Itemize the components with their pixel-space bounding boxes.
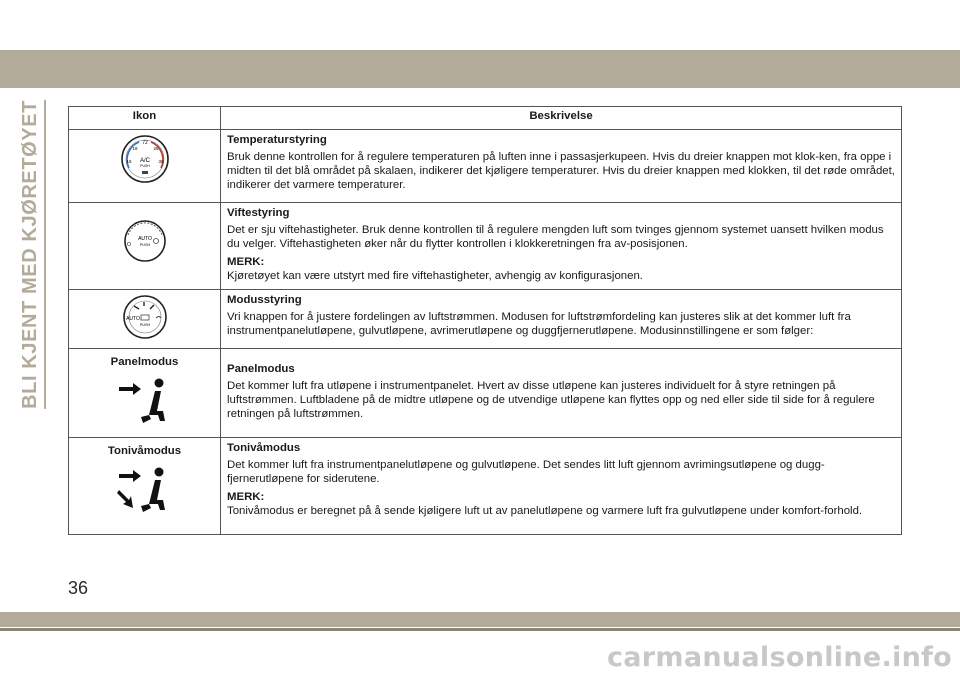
note-text: Kjøretøyet kan være utstyrt med fire viftehastigheter, avhengig av konfigurasjonen.	[227, 270, 643, 282]
panel-mode-icon	[115, 377, 175, 429]
bi-level-mode-icon	[115, 466, 175, 518]
fan-push-label: PUSH	[139, 243, 150, 247]
icon-cell	[69, 290, 221, 349]
temp-scale-b: 26	[152, 146, 159, 151]
table-row	[69, 349, 902, 438]
footer-band	[0, 612, 960, 627]
row-text: Vri knappen for å justere fordelingen av luftstrømmen. Modusen for luftstrømfordeling kan justeres slik at det kommer luft fra instrumentpanelutløpene, gulvutløpene, avrimerutløpene og duggfjernerutløpene. Modusinnstillingene er som følger:	[227, 311, 851, 337]
header-description-column: Beskrivelse	[221, 107, 902, 130]
description-cell	[221, 290, 902, 349]
temperature-knob-icon	[120, 134, 170, 184]
header-icon-column: Ikon	[69, 107, 221, 130]
description-cell	[221, 438, 902, 535]
row-title: Panelmodus	[227, 363, 295, 375]
temp-scale-d: 30	[157, 159, 164, 164]
temp-scale-c: 16	[125, 159, 132, 164]
temp-scale-a: 18	[131, 146, 138, 151]
fan-speed-knob-icon	[120, 219, 170, 263]
fan-auto-label: AUTO	[137, 236, 152, 242]
temp-push-label: PUSH	[139, 164, 150, 168]
temp-top-label: 72	[141, 140, 148, 146]
mode-auto-label: AUTO	[125, 316, 140, 322]
table-row	[69, 130, 902, 203]
note-title: MERK:	[227, 256, 265, 268]
row-title: Modusstyring	[227, 294, 302, 306]
description-cell	[221, 203, 902, 290]
climate-controls-table	[68, 106, 902, 535]
side-title-text: BLI KJENT MED KJØRETØYET	[19, 100, 46, 409]
table-header-row	[69, 107, 902, 130]
defrost-mini-icon	[142, 171, 148, 174]
fan-off-label: O	[126, 242, 131, 248]
watermark-logo: carmanualsonline.info	[606, 642, 952, 673]
description-cell	[221, 349, 902, 438]
note-title: MERK:	[227, 491, 265, 503]
row-text: Bruk denne kontrollen for å regulere temperaturen på luften inne i passasjerkupeen. Hvis du dreier knappen mot klok-ken, fra oppe i midten til det blå området på skalaen, indikerer det kjøligere temperaturer. Hvis du dreier knappen med klokken, til det røde området, indikerer det varmere temperaturer.	[227, 151, 895, 191]
temp-center-label: A/C	[139, 158, 150, 164]
header-band	[0, 50, 960, 88]
icon-cell	[69, 203, 221, 290]
table-row	[69, 438, 902, 535]
table-row	[69, 290, 902, 349]
row-title: Temperaturstyring	[227, 134, 327, 146]
row-text: Det kommer luft fra utløpene i instrumentpanelet. Hvert av disse utløpene kan justeres individuelt for å styre retningen på luftstrømmen. Luftbladene på de midtre utløpene og de utvendige utløpene kan flyttes opp og ned eller side til side for å regulere retningen på luftstrømmen.	[227, 380, 875, 420]
footer-line	[0, 628, 960, 631]
row-text: Det er sju viftehastigheter. Bruk denne kontrollen til å regulere mengden luft som tvinges gjennom systemet uansett hvilken modus du velger. Viftehastigheten øker når du flytter kontrollen i klokkeretningen fra av-posisjonen.	[227, 224, 884, 250]
note-text: Tonivåmodus er beregnet på å sende kjøligere luft ut av panelutløpene og varmere luft fra gulvutløpene under komfort-forhold.	[227, 505, 863, 517]
icon-label: Tonivåmodus	[107, 445, 182, 457]
row-text: Det kommer luft fra instrumentpanelutløpene og gulvutløpene. Det sendes litt luft gjennom avrimingsutløpene og dugg-fjernerutløpene for siderutene.	[227, 459, 825, 485]
table-row	[69, 203, 902, 290]
icon-label: Panelmodus	[110, 356, 179, 368]
side-section-title	[12, 100, 52, 409]
icon-cell	[69, 349, 221, 438]
icon-cell	[69, 438, 221, 535]
icon-cell	[69, 130, 221, 203]
row-title: Tonivåmodus	[227, 442, 301, 454]
page-number: 36	[68, 578, 89, 598]
row-title: Viftestyring	[227, 207, 290, 219]
mode-push-label: PUSH	[139, 323, 150, 327]
mode-knob-icon	[120, 294, 170, 340]
description-cell	[221, 130, 902, 203]
